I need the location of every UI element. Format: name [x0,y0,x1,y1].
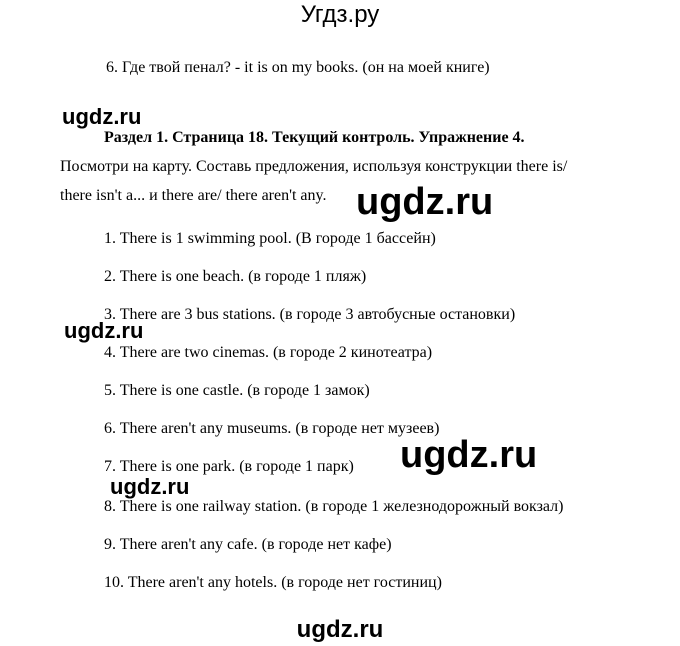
instruction-line-2: there isn't a... и there are/ there aren't any. [60,187,327,204]
watermark-logo: ugdz.ru [356,181,494,223]
site-title: Угдз.ру [300,1,380,28]
answer-item: 6. There aren't any museums. (в городе нет музеев) [104,420,440,437]
watermark-logo: ugdz.ru [110,474,190,499]
answer-item: 1. There is 1 swimming pool. (В городе 1 бассейн) [104,230,436,247]
watermark-logo: ugdz.ru [296,616,384,643]
answer-item: 2. There is one beach. (в городе 1 пляж) [104,268,367,285]
answer-item: 5. There is one castle. (в городе 1 замок) [104,382,370,399]
answer-item: 4. There are two cinemas. (в городе 2 кинотеатра) [104,344,433,361]
answer-item: 10. There aren't any hotels. (в городе нет гостиниц) [104,574,442,591]
watermark-logo: ugdz.ru [64,318,144,343]
previous-answer-line: 6. Где твой пенал? - it is on my books. (он на моей книге) [106,59,490,76]
instruction-line-1: Посмотри на карту. Составь предложения, используя конструкции there is/ [60,158,568,175]
watermark-logo: ugdz.ru [62,104,142,129]
section-heading: Раздел 1. Страница 18. Текущий контроль. Упражнение 4. [104,129,525,146]
answer-item: 3. There are 3 bus stations. (в городе 3 автобусные остановки) [104,306,516,323]
answer-item: 7. There is one park. (в городе 1 парк) [104,458,354,475]
watermark-logo: ugdz.ru [400,434,538,476]
answer-item: 9. There aren't any cafe. (в городе нет кафе) [104,536,392,553]
answer-item: 8. There is one railway station. (в городе 1 железнодорожный вокзал) [104,498,564,515]
